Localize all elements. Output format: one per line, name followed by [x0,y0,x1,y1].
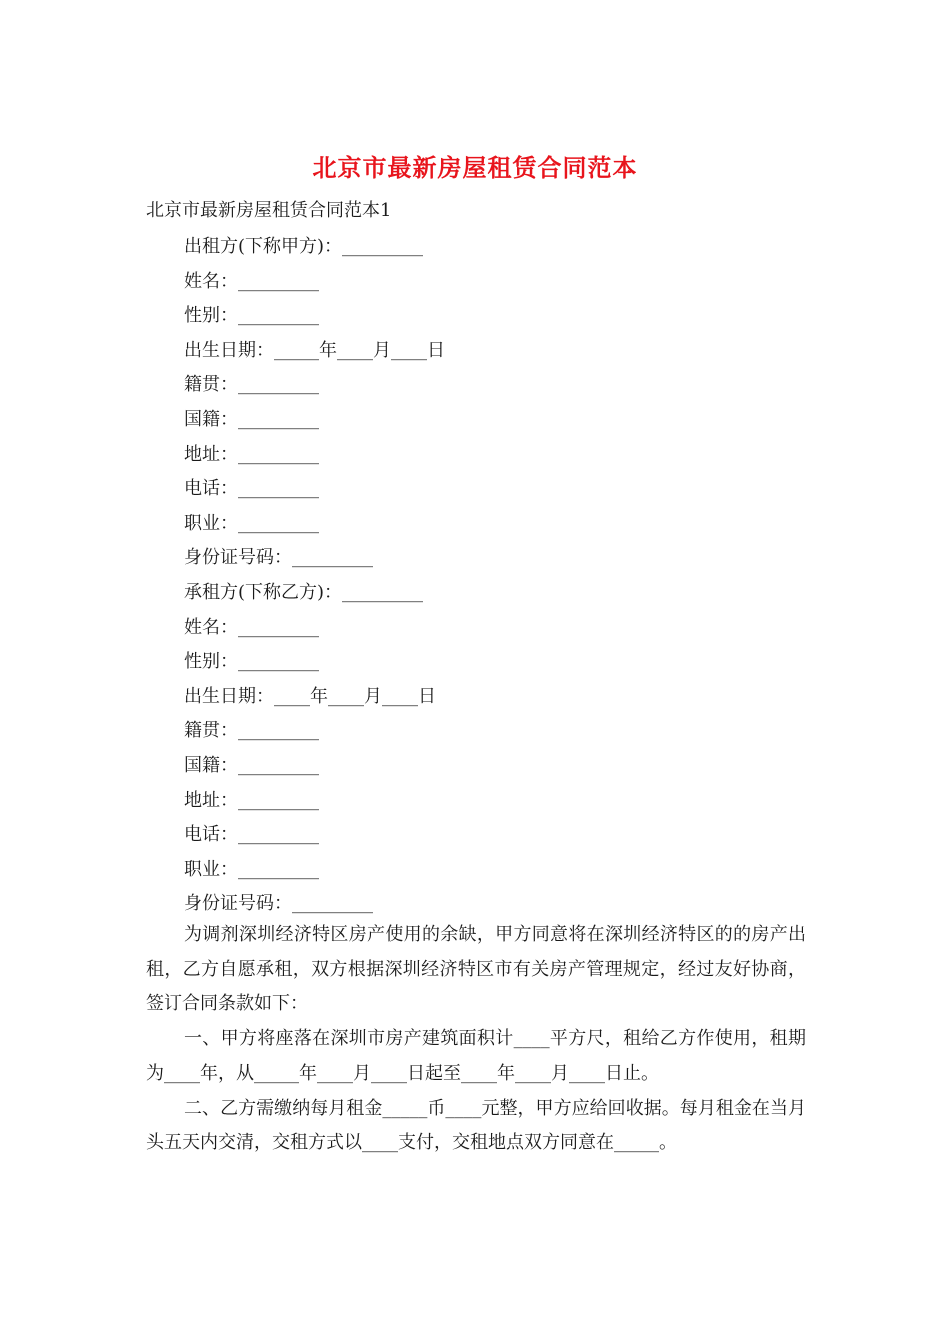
field-lessor: 出租方(下称甲方)：_________ [184,236,424,257]
field-lessor-name: 姓名：_________ [184,270,319,292]
field-lessor-gender: 性别：_________ [184,305,319,327]
field-lessor-birthdate: 出生日期：_____年____月____日 [184,339,445,361]
field-lessee: 承租方(下称乙方)：_________ [184,581,424,603]
field-lessor-origin: 籍贯：_________ [184,374,319,396]
field-lessee-birthdate: 出生日期：____年____月____日 [184,685,436,707]
paragraph-clause-2: 二、乙方需缴纳每月租金_____币____元整，甲方应给回收据。每月租金在当月头五天内交清，交租方式以____支付，交租地点双方同意在_____。 [146,1097,806,1154]
document-subtitle: 北京市最新房屋租赁合同范本1 [146,200,392,221]
party-fields [184,230,804,922]
field-lessor-address: 地址：_________ [184,443,319,465]
field-lessee-id-number: 身份证号码：_________ [184,893,373,915]
field-lessee-name: 姓名：_________ [184,616,319,638]
field-lessee-phone: 电话：_________ [184,824,319,846]
field-lessee-occupation: 职业：_________ [184,858,319,880]
field-lessee-address: 地址：_________ [184,789,319,811]
field-lessor-occupation: 职业：_________ [184,512,319,534]
field-lessor-nationality: 国籍：_________ [184,408,319,430]
field-lessee-origin: 籍贯：_________ [184,720,319,742]
field-lessor-phone: 电话：_________ [184,478,319,500]
field-lessee-gender: 性别：_________ [184,651,319,673]
paragraph-preamble: 为调剂深圳经济特区房产使用的余缺，甲方同意将在深圳经济特区的的房产出租，乙方自愿承租，双方根据深圳经济特区市有关房产管理规定，经过友好协商，签订合同条款如下： [146,924,806,1015]
document-title: 北京市最新房屋租赁合同范本 [312,153,638,182]
field-lessee-nationality: 国籍：_________ [184,754,319,776]
paragraph-clause-1: 一、甲方将座落在深圳市房产建筑面积计____平方尺，租给乙方作使用，租期为____年，从_____年____月____日起至____年____月____日止。 [146,1028,806,1084]
field-lessor-id-number: 身份证号码：_________ [184,547,373,569]
contract-body [146,918,806,1161]
